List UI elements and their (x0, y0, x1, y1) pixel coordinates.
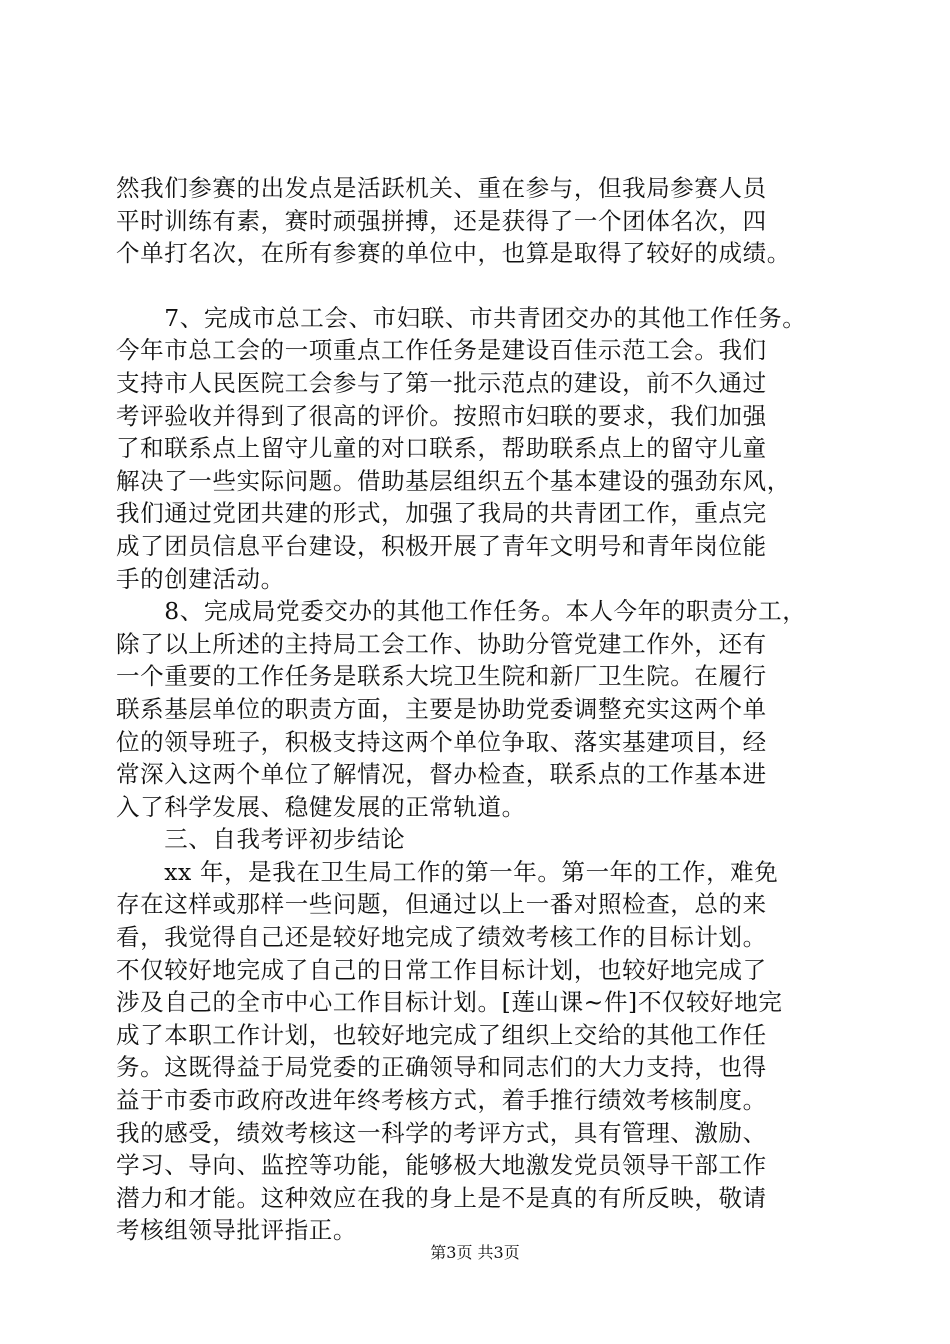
paragraph-gap (116, 270, 850, 302)
page-number-footer: 第3页 共3页 (430, 1243, 520, 1262)
text-line: 手的创建活动。 (116, 564, 285, 593)
text-line: 平时训练有素，赛时顽强拼搏，还是获得了一个团体名次，四 (116, 206, 767, 235)
document-body (116, 172, 850, 1247)
text-line: 看，我觉得自己还是较好地完成了绩效考核工作的目标计划。 (116, 923, 767, 952)
text-line: 不仅较好地完成了自己的日常工作目标计划，也较好地完成了 (116, 955, 767, 984)
text-line: 务。这既得益于局党委的正确领导和同志们的大力支持，也得 (116, 1053, 767, 1082)
text-line: 涉及自己的全市中心工作目标计划。[莲山课~件]不仅较好地完 (116, 988, 783, 1017)
text-line: 成了团员信息平台建设，积极开展了青年文明号和青年岗位能 (116, 531, 767, 560)
paragraph-8-heading-line: 8、完成局党委交办的其他工作任务。本人今年的职责分工， (116, 597, 807, 626)
section-heading: 三、自我考评初步结论 (116, 825, 406, 854)
text-line: xx 年，是我在卫生局工作的第一年。第一年的工作，难免 (116, 857, 779, 886)
text-line: 解决了一些实际问题。借助基层组织五个基本建设的强劲东风， (116, 466, 791, 495)
text-line: 我的感受，绩效考核这一科学的考评方式，具有管理、激励、 (116, 1118, 767, 1147)
text-line: 支持市人民医院工会参与了第一批示范点的建设，前不久通过 (116, 368, 767, 397)
text-line: 学习、导向、监控等功能，能够极大地激发党员领导干部工作 (116, 1151, 767, 1180)
text-line: 了和联系点上留守儿童的对口联系，帮助联系点上的留守儿童 (116, 434, 767, 463)
text-line: 益于市委市政府改进年终考核方式，着手推行绩效考核制度。 (116, 1086, 767, 1115)
paragraph-7-heading-line: 7、完成市总工会、市妇联、市共青团交办的其他工作任务。 (116, 303, 807, 332)
text-line: 存在这样或那样一些问题，但通过以上一番对照检查，总的来 (116, 890, 767, 919)
text-line: 一个重要的工作任务是联系大垸卫生院和新厂卫生院。在履行 (116, 662, 767, 691)
text-line: 常深入这两个单位了解情况，督办检查，联系点的工作基本进 (116, 760, 767, 789)
text-line: 然我们参赛的出发点是活跃机关、重在参与，但我局参赛人员 (116, 174, 767, 202)
text-line: 我们通过党团共建的形式，加强了我局的共青团工作，重点完 (116, 499, 767, 528)
text-line: 除了以上所述的主持局工会工作、协助分管党建工作外，还有 (116, 629, 767, 658)
text-line: 成了本职工作计划，也较好地完成了组织上交给的其他工作任 (116, 1020, 767, 1049)
text-line: 联系基层单位的职责方面，主要是协助党委调整充实这两个单 (116, 694, 767, 723)
text-line: 今年市总工会的一项重点工作任务是建设百佳示范工会。我们 (116, 336, 767, 365)
text-line: 潜力和才能。这种效应在我的身上是不是真的有所反映，敬请 (116, 1183, 767, 1212)
text-line: 入了科学发展、稳健发展的正常轨道。 (116, 792, 526, 821)
text-line: 考评验收并得到了很高的评价。按照市妇联的要求，我们加强 (116, 401, 767, 430)
text-line: 位的领导班子，积极支持这两个单位争取、落实基建项目，经 (116, 727, 767, 756)
text-line: 个单打名次，在所有参赛的单位中，也算是取得了较好的成绩。 (116, 239, 791, 268)
text-line: 考核组领导批评指正。 (116, 1216, 357, 1245)
